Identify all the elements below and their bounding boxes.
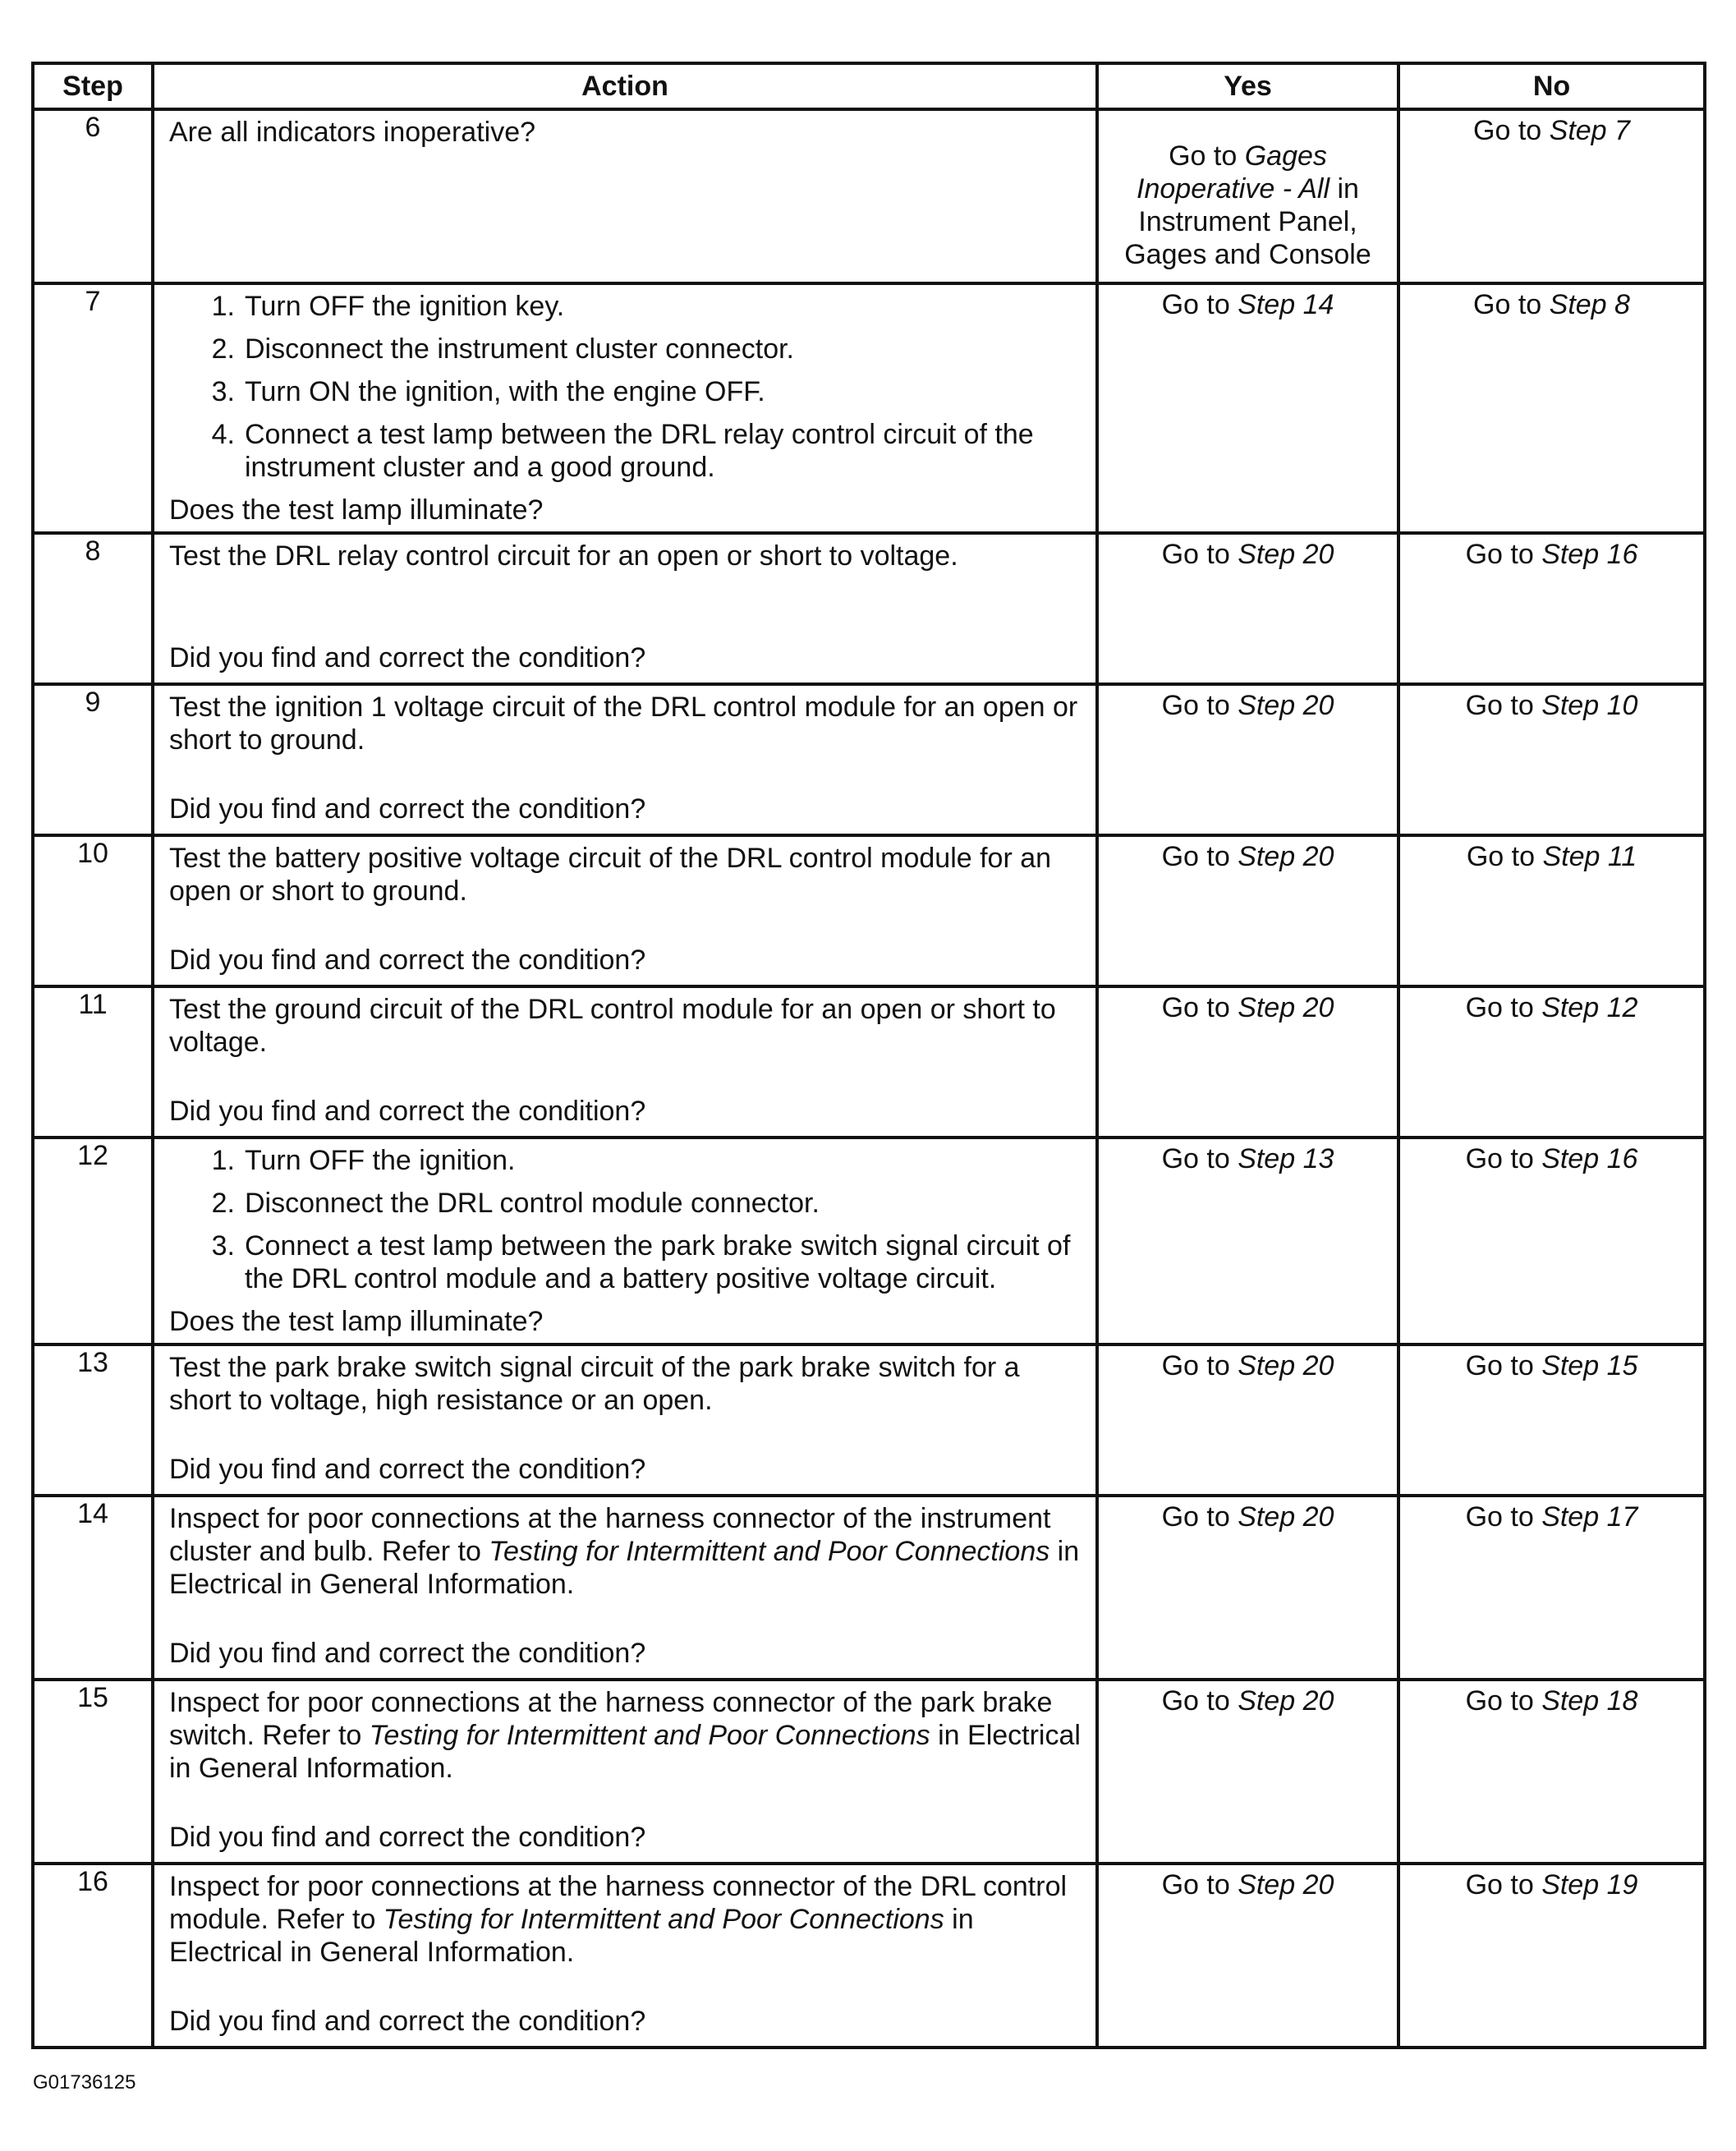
step-number: 14 [33, 1496, 153, 1680]
action-question: Did you find and correct the condition? [169, 1638, 646, 1669]
no-prefix: Go to [1465, 1350, 1542, 1381]
step-number: 16 [33, 1864, 153, 2048]
procedure-item [169, 333, 1084, 365]
yes-prefix: Go to [1161, 289, 1238, 320]
action-content [169, 1502, 1084, 1670]
procedure-item-number: 3. [211, 1230, 235, 1262]
no-result [1398, 533, 1705, 684]
no-target: Step 16 [1541, 539, 1638, 570]
no-result [1398, 986, 1705, 1138]
no-target: Step 11 [1542, 841, 1637, 872]
no-prefix: Go to [1465, 1501, 1542, 1533]
action-question: Does the test lamp illuminate? [169, 494, 544, 526]
no-target: Step 16 [1541, 1143, 1638, 1174]
no-prefix: Go to [1473, 115, 1550, 146]
procedure-item [169, 418, 1084, 484]
yes-suffix: in Instrument Panel, Gages and Console [1124, 173, 1371, 270]
yes-result [1097, 835, 1398, 986]
action-body [169, 691, 1084, 756]
action-question: Did you find and correct the condition? [169, 1822, 646, 1853]
action-text-lead: Inspect for poor connections at the harness connector of the DRL control module. Refer to [169, 1871, 1068, 1935]
action-cell [153, 1680, 1097, 1864]
procedure-item-number: 2. [211, 1188, 235, 1219]
action-text: Test the DRL relay control circuit for an open or short to voltage. [169, 540, 958, 572]
no-prefix: Go to [1465, 1869, 1542, 1901]
action-cell [153, 1496, 1097, 1680]
yes-target: Step 20 [1238, 690, 1334, 721]
no-result [1398, 1680, 1705, 1864]
action-content [169, 1686, 1084, 1854]
no-prefix: Go to [1465, 1143, 1542, 1174]
yes-prefix: Go to [1169, 140, 1238, 172]
action-cell [153, 1344, 1097, 1496]
procedure-item-text: Turn OFF the ignition. [245, 1145, 516, 1176]
procedure-item-number: 1. [211, 1145, 235, 1176]
reference-link-text: Testing for Intermittent and Poor Connections [369, 1720, 930, 1751]
yes-result [1097, 1680, 1398, 1864]
action-content [169, 1144, 1084, 1338]
no-prefix: Go to [1465, 992, 1542, 1023]
table-row [33, 1138, 1705, 1344]
procedure-item-number: 3. [211, 376, 235, 407]
no-result [1398, 109, 1705, 283]
action-question: Did you find and correct the condition? [169, 642, 646, 673]
action-cell [153, 283, 1097, 533]
yes-target: Step 20 [1238, 1350, 1334, 1381]
step-number: 8 [33, 533, 153, 684]
no-result [1398, 1138, 1705, 1344]
yes-prefix: Go to [1161, 690, 1238, 721]
no-prefix: Go to [1465, 1685, 1542, 1717]
action-cell [153, 835, 1097, 986]
table-row [33, 1496, 1705, 1680]
no-target: Step 18 [1541, 1685, 1638, 1717]
action-text [169, 1502, 1084, 1601]
action-body [169, 1686, 1084, 1785]
action-content [169, 1351, 1084, 1486]
no-prefix: Go to [1466, 841, 1543, 872]
action-body [169, 540, 1084, 572]
action-text [169, 1870, 1084, 1969]
no-target: Step 15 [1541, 1350, 1638, 1381]
action-question: Did you find and correct the condition? [169, 1096, 646, 1127]
action-text-tail: in Electrical in General Information. [169, 1720, 1081, 1784]
table-row [33, 684, 1705, 835]
yes-result [1097, 684, 1398, 835]
action-text: Test the ground circuit of the DRL control module for an open or short to voltage. [169, 994, 1056, 1058]
table-header-row [33, 63, 1705, 109]
procedure-item [169, 290, 1084, 323]
reference-link-text: Testing for Intermittent and Poor Connections [489, 1536, 1050, 1567]
header-yes: Yes [1097, 63, 1398, 109]
table-row [33, 1864, 1705, 2048]
procedure-list [169, 1144, 1084, 1295]
yes-prefix: Go to [1161, 841, 1238, 872]
step-number: 15 [33, 1680, 153, 1864]
step-number: 10 [33, 835, 153, 986]
no-target: Step 19 [1541, 1869, 1638, 1901]
table-row [33, 283, 1705, 533]
action-body [169, 290, 1084, 494]
step-number: 6 [33, 109, 153, 283]
yes-prefix: Go to [1161, 992, 1238, 1023]
yes-result [1097, 1138, 1398, 1344]
procedure-item-text: Turn OFF the ignition key. [245, 291, 565, 322]
yes-result [1097, 986, 1398, 1138]
action-text-tail: in Electrical in General Information. [169, 1536, 1080, 1600]
yes-target: Gages Inoperative - All [1137, 140, 1330, 205]
no-target: Step 17 [1541, 1501, 1638, 1533]
header-no: No [1398, 63, 1705, 109]
yes-target: Step 13 [1238, 1143, 1334, 1174]
action-body [169, 993, 1084, 1059]
no-result [1398, 1864, 1705, 2048]
procedure-item [169, 1229, 1084, 1295]
yes-prefix: Go to [1161, 1350, 1238, 1381]
action-content [169, 116, 1084, 273]
procedure-item-number: 4. [211, 419, 235, 450]
no-prefix: Go to [1473, 289, 1550, 320]
step-number: 13 [33, 1344, 153, 1496]
action-question: Did you find and correct the condition? [169, 945, 646, 976]
yes-target: Step 20 [1238, 1869, 1334, 1901]
action-body [169, 1870, 1084, 1969]
no-result [1398, 835, 1705, 986]
no-target: Step 8 [1549, 289, 1630, 320]
action-cell [153, 109, 1097, 283]
no-result [1398, 1496, 1705, 1680]
step-number: 12 [33, 1138, 153, 1344]
action-cell [153, 1864, 1097, 2048]
table-row [33, 986, 1705, 1138]
procedure-item-number: 2. [211, 333, 235, 365]
action-question: Did you find and correct the condition? [169, 1454, 646, 1485]
yes-result [1097, 283, 1398, 533]
step-number: 7 [33, 283, 153, 533]
yes-target: Step 20 [1238, 992, 1334, 1023]
action-content [169, 1870, 1084, 2038]
action-text-tail: in Electrical in General Information. [169, 1904, 974, 1968]
action-question: Did you find and correct the condition? [169, 793, 646, 825]
table-row [33, 1680, 1705, 1864]
yes-target: Step 20 [1238, 841, 1334, 872]
action-cell [153, 684, 1097, 835]
yes-prefix: Go to [1161, 1501, 1238, 1533]
action-body [169, 1351, 1084, 1417]
action-body [169, 1144, 1084, 1305]
yes-result [1097, 1496, 1398, 1680]
no-result [1398, 1344, 1705, 1496]
action-cell [153, 533, 1097, 684]
no-result [1398, 684, 1705, 835]
procedure-item-text: Connect a test lamp between the DRL relay control circuit of the instrument cluster and a good ground. [245, 419, 1034, 483]
table-row [33, 533, 1705, 684]
table-row [33, 109, 1705, 283]
procedure-item [169, 1187, 1084, 1220]
diagnostic-table [31, 62, 1706, 2049]
action-content [169, 290, 1084, 526]
no-prefix: Go to [1465, 539, 1542, 570]
action-text-lead: Inspect for poor connections at the harness connector of the park brake switch. Refer to [169, 1687, 1053, 1751]
action-content [169, 842, 1084, 977]
action-text [169, 1686, 1084, 1785]
action-content [169, 691, 1084, 825]
yes-prefix: Go to [1161, 1143, 1238, 1174]
no-result [1398, 283, 1705, 533]
action-body [169, 842, 1084, 908]
procedure-item-text: Disconnect the DRL control module connector. [245, 1188, 820, 1219]
action-text: Test the ignition 1 voltage circuit of the DRL control module for an open or short to ground. [169, 692, 1078, 756]
action-text: Test the park brake switch signal circuit of the park brake switch for a short to voltage, high resistance or an open. [169, 1352, 1020, 1416]
action-body [169, 1502, 1084, 1601]
procedure-item [169, 1144, 1084, 1177]
yes-result [1097, 109, 1398, 283]
yes-target: Step 20 [1238, 1685, 1334, 1717]
procedure-item-text: Connect a test lamp between the park brake switch signal circuit of the DRL control module and a battery positive voltage circuit. [245, 1230, 1071, 1294]
procedure-list [169, 290, 1084, 484]
action-text-lead: Inspect for poor connections at the harness connector of the instrument cluster and bulb. Refer to [169, 1503, 1051, 1567]
yes-result [1097, 1864, 1398, 2048]
table-body [33, 109, 1705, 2048]
header-action: Action [153, 63, 1097, 109]
no-target: Step 7 [1549, 115, 1630, 146]
header-step: Step [33, 63, 153, 109]
action-text: Are all indicators inoperative? [169, 117, 536, 148]
action-question: Does the test lamp illuminate? [169, 1306, 544, 1337]
procedure-item-text: Disconnect the instrument cluster connector. [245, 333, 794, 365]
yes-prefix: Go to [1161, 1869, 1238, 1901]
step-number: 11 [33, 986, 153, 1138]
action-cell [153, 986, 1097, 1138]
yes-prefix: Go to [1161, 539, 1238, 570]
action-content [169, 993, 1084, 1128]
reference-link-text: Testing for Intermittent and Poor Connections [383, 1904, 944, 1935]
procedure-item-number: 1. [211, 291, 235, 322]
yes-prefix: Go to [1161, 1685, 1238, 1717]
action-body [169, 116, 1084, 149]
action-text: Test the battery positive voltage circuit of the DRL control module for an open or short to ground. [169, 843, 1052, 907]
no-target: Step 12 [1541, 992, 1638, 1023]
yes-target: Step 20 [1238, 539, 1334, 570]
no-target: Step 10 [1541, 690, 1638, 721]
yes-result [1097, 1344, 1398, 1496]
step-number: 9 [33, 684, 153, 835]
table-row [33, 835, 1705, 986]
table-row [33, 1344, 1705, 1496]
procedure-item-text: Turn ON the ignition, with the engine OFF. [245, 376, 765, 407]
procedure-item [169, 375, 1084, 408]
no-prefix: Go to [1465, 690, 1542, 721]
action-cell [153, 1138, 1097, 1344]
action-content [169, 540, 1084, 674]
yes-target: Step 14 [1238, 289, 1334, 320]
action-question: Did you find and correct the condition? [169, 2006, 646, 2037]
figure-id: G01736125 [33, 2071, 136, 2094]
yes-result [1097, 533, 1398, 684]
yes-target: Step 20 [1238, 1501, 1334, 1533]
